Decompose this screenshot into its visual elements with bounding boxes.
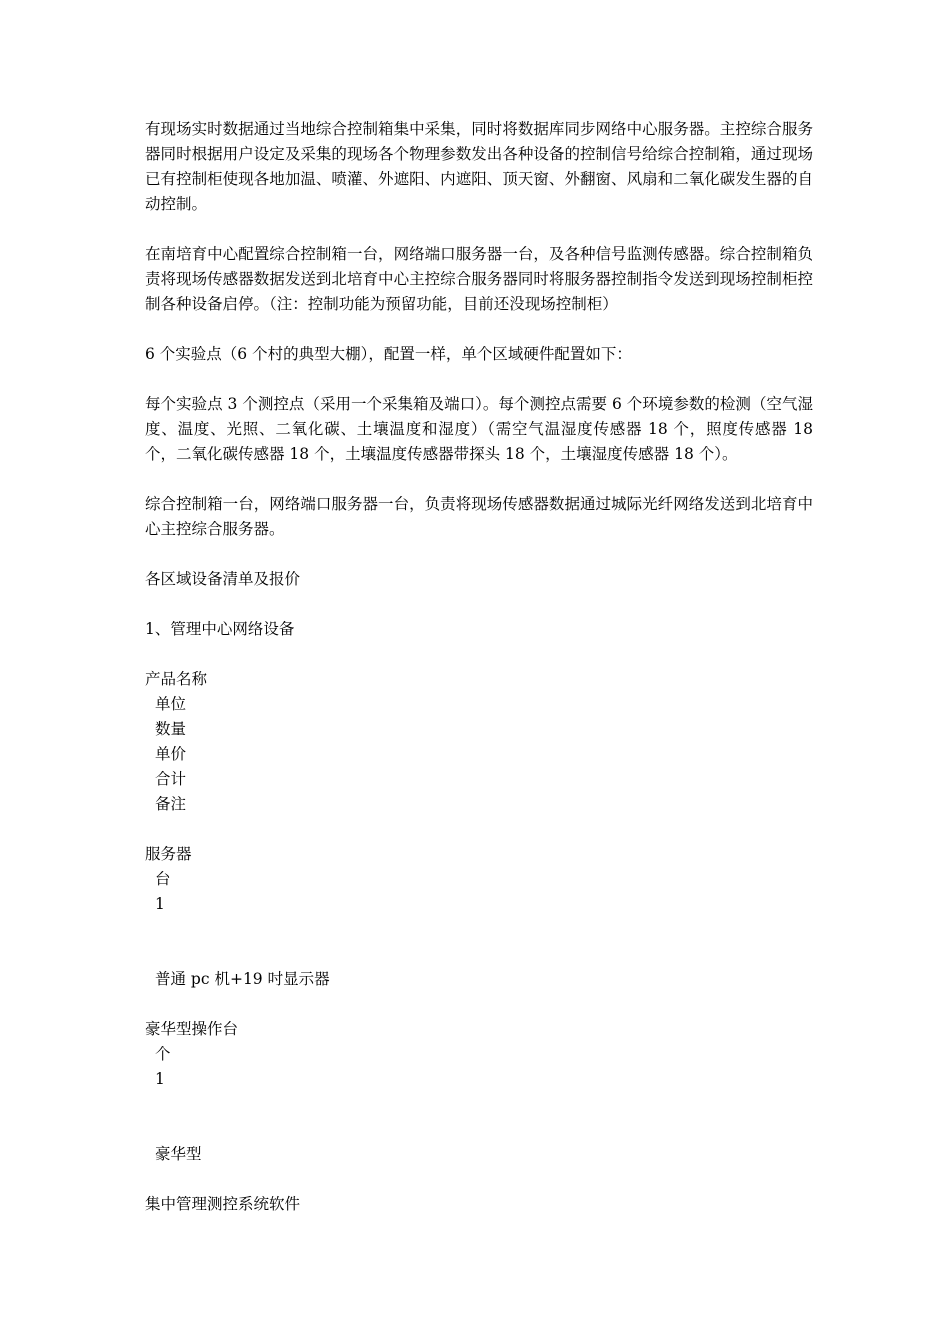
header-quantity: 数量 (155, 720, 187, 738)
header-note: 备注 (155, 795, 187, 813)
table-header-row (145, 667, 813, 817)
row-product-name: 服务器 (145, 845, 192, 863)
section-heading-network: 1、管理中心网络设备 (145, 620, 295, 638)
equipment-list-heading: 各区域设备清单及报价 (145, 570, 301, 588)
row-quantity: 1 (155, 1070, 165, 1088)
header-unit-price: 单价 (155, 745, 187, 763)
intro-paragraph: 有现场实时数据通过当地综合控制箱集中采集，同时将数据库同步网络中心服务器。主控综合服务器同时根据用户设定及采集的现场各个物理参数发出各种设备的控制信号给综合控制箱，通过现场已有控制柜使现各地加温、喷灌、外遮阳、内遮阳、顶天窗、外翻窗、风扇和二氧化碳发生器的自动控制。 (145, 120, 813, 213)
row-quantity: 1 (155, 895, 165, 913)
row-unit-price (145, 1092, 813, 1117)
row-note: 豪华型 (155, 1145, 202, 1163)
control-box-paragraph: 综合控制箱一台，网络端口服务器一台，负责将现场传感器数据通过城际光纤网络发送到北培育中心主控综合服务器。 (145, 495, 813, 538)
row-unit-price (145, 917, 813, 942)
row-product-name: 集中管理测控系统软件 (145, 1195, 301, 1213)
row-product-name: 豪华型操作台 (145, 1020, 239, 1038)
south-center-paragraph: 在南培育中心配置综合控制箱一台，网络端口服务器一台，及各种信号监测传感器。综合控制箱负责将现场传感器数据发送到北培育中心主控综合服务器同时将服务器控制指令发送到现场控制柜控制各种设备启停。（注：控制功能为预留功能，目前还没现场控制柜） (145, 245, 813, 313)
header-total: 合计 (155, 770, 187, 788)
table-row-console (145, 1017, 813, 1167)
row-total (145, 1117, 813, 1142)
header-product-name: 产品名称 (145, 670, 208, 688)
row-note: 普通 pc 机+19 吋显示器 (155, 970, 330, 988)
row-unit: 个 (155, 1045, 171, 1063)
experiment-points-paragraph: 6 个实验点（6 个村的典型大棚），配置一样，单个区域硬件配置如下： (145, 345, 632, 363)
row-total (145, 942, 813, 967)
document-page (145, 117, 813, 1242)
table-row-software (145, 1192, 813, 1217)
measure-points-paragraph: 每个实验点 3 个测控点（采用一个采集箱及端口）。每个测控点需要 6 个环境参数的检测（空气湿度、温度、光照、二氧化碳、土壤温度和湿度）（需空气温湿度传感器 18 个，照度传感器 18 个，二氧化碳传感器 18 个，土壤温度传感器带探头 18 个，土壤湿度传感器 18 个）。 (145, 395, 813, 463)
table-row-server (145, 842, 813, 992)
row-unit: 台 (155, 870, 171, 888)
header-unit: 单位 (155, 695, 187, 713)
